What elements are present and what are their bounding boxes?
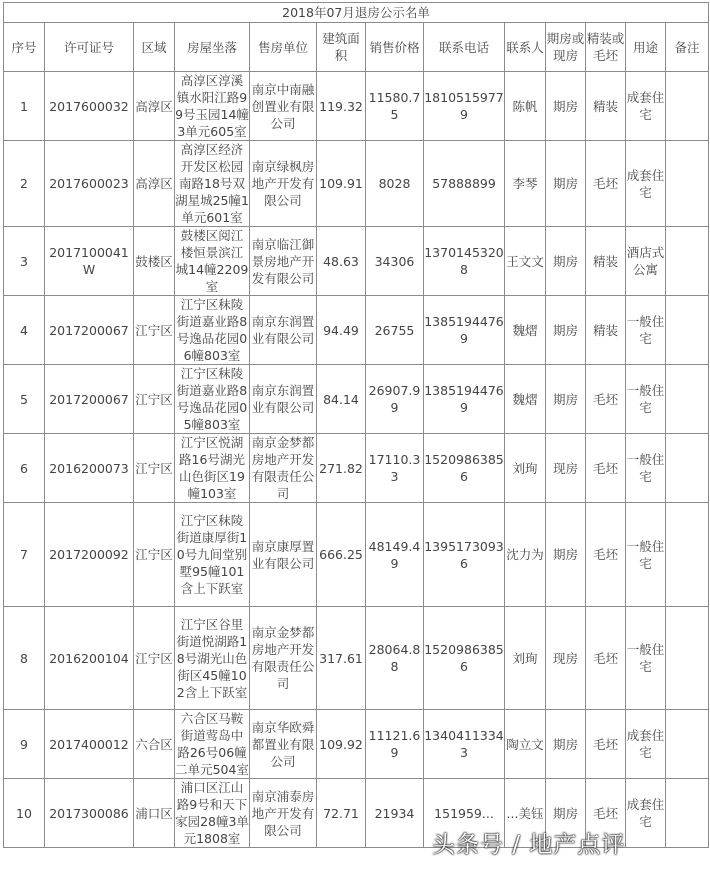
cell-status: 现房 [546,434,586,503]
cell-phone: 13851944769 [424,296,505,365]
cell-district: 江宁区 [134,607,175,710]
cell-no: 4 [4,296,45,365]
header-seller: 售房单位 [250,23,317,72]
cell-contact: 李琴 [505,141,546,227]
cell-usage: 成套住宅 [626,141,666,227]
cell-no: 2 [4,141,45,227]
cell-address: 江宁区谷里街道悦湖路18号湖光山色街区45幢102含上下跃室 [175,607,250,710]
cell-area: 271.82 [317,434,366,503]
cell-no: 7 [4,503,45,607]
cell-phone: 151959... [424,779,505,848]
header-address: 房屋坐落 [175,23,250,72]
cell-seller: 南京浦泰房地产开发有限公司 [250,779,317,848]
cell-phone: 15209863856 [424,607,505,710]
header-phone: 联系电话 [424,23,505,72]
cell-note [666,607,709,710]
cell-status: 期房 [546,710,586,779]
cell-usage: 成套住宅 [626,710,666,779]
cell-contact: ...美钰 [505,779,546,848]
cell-finish: 毛坯 [586,779,626,848]
header-usage: 用途 [626,23,666,72]
cell-usage: 成套住宅 [626,779,666,848]
header-no: 序号 [4,23,45,72]
cell-contact: 王文文 [505,227,546,296]
cell-district: 江宁区 [134,296,175,365]
cell-area: 72.71 [317,779,366,848]
cell-finish: 毛坯 [586,503,626,607]
cell-permit: 2017600032 [45,72,134,141]
cell-finish: 精装 [586,296,626,365]
cell-district: 江宁区 [134,365,175,434]
cell-permit: 2017400012 [45,710,134,779]
cell-district: 六合区 [134,710,175,779]
cell-price: 11121.69 [366,710,424,779]
cell-permit: 2017600023 [45,141,134,227]
cell-permit: 2017300086 [45,779,134,848]
cell-price: 28064.88 [366,607,424,710]
cell-usage: 一般住宅 [626,503,666,607]
cell-finish: 毛坯 [586,141,626,227]
cell-finish: 毛坯 [586,365,626,434]
cell-seller: 南京金梦都房地产开发有限责任公司 [250,607,317,710]
watermark-text: 头条号 / 地产点评 [432,832,626,858]
cell-address: 高淳区淳溪镇水阳江路99号玉园14幢3单元605室 [175,73,249,139]
cell-note [666,434,709,503]
cell-contact: 魏熠 [505,365,546,434]
cell-finish: 毛坯 [586,607,626,710]
cell-contact: 陶立文 [505,710,546,779]
cell-usage: 酒店式公寓 [626,227,666,296]
cell-contact: 沈力为 [505,503,546,607]
cell-finish: 精装 [586,227,626,296]
cell-price: 26755 [366,296,424,365]
cell-area: 109.91 [317,141,366,227]
cell-seller: 南京中南融创置业有限公司 [250,72,317,141]
cell-phone: 13404113343 [424,710,505,779]
table-row [4,365,709,434]
header-district: 区域 [134,23,175,72]
cell-area: 48.63 [317,227,366,296]
cell-no: 6 [4,434,45,503]
table-row [4,503,709,607]
cell-phone: 18105159779 [424,72,505,141]
cell-status: 期房 [546,503,586,607]
header-area: 建筑面积 [317,23,366,72]
header-contact: 联系人 [505,23,546,72]
refund-table [3,2,709,848]
cell-usage: 一般住宅 [626,434,666,503]
cell-seller: 南京华欧舜都置业有限公司 [250,710,317,779]
cell-permit: 2016200104 [45,607,134,710]
cell-area: 109.92 [317,710,366,779]
cell-status: 期房 [546,365,586,434]
cell-phone: 13701453208 [424,227,505,296]
cell-no: 1 [4,72,45,141]
cell-finish: 毛坯 [586,434,626,503]
cell-usage: 成套住宅 [626,72,666,141]
cell-address: 江宁区秣陵街道康厚街10号九间堂别墅95幢101含上下跃室 [175,503,250,607]
header-finish: 精装或毛坯 [586,23,626,72]
cell-area: 666.25 [317,503,366,607]
cell-no: 9 [4,710,45,779]
cell-status: 期房 [546,72,586,141]
cell-district: 江宁区 [134,503,175,607]
header-price: 销售价格 [366,23,424,72]
cell-permit: 2017200092 [45,503,134,607]
table-row [4,72,709,141]
cell-status: 期房 [546,779,586,848]
cell-note [666,296,709,365]
header-status: 期房或现房 [546,23,586,72]
cell-district: 高淳区 [134,141,175,227]
cell-note [666,72,709,141]
cell-seller: 南京东润置业有限公司 [250,365,317,434]
cell-note [666,365,709,434]
cell-no: 8 [4,607,45,710]
cell-area: 317.61 [317,607,366,710]
cell-price: 48149.49 [366,503,424,607]
cell-area: 84.14 [317,365,366,434]
cell-district: 高淳区 [134,72,175,141]
cell-price: 21934 [366,779,424,848]
cell-district: 江宁区 [134,434,175,503]
cell-permit: 2016200073 [45,434,134,503]
cell-contact: 陈帆 [505,72,546,141]
table-row [4,710,709,779]
cell-area: 119.32 [317,72,366,141]
table-row [4,227,709,296]
header-permit: 许可证号 [45,23,134,72]
cell-finish: 精装 [586,72,626,141]
cell-finish: 毛坯 [586,710,626,779]
cell-status: 期房 [546,141,586,227]
cell-seller: 南京绿枫房地产开发有限公司 [250,141,317,227]
cell-note [666,227,709,296]
cell-address: 江宁区秣陵街道嘉业路8号逸品花园05幢803室 [175,365,250,434]
cell-permit: 2017200067 [45,296,134,365]
cell-address: 江宁区秣陵街道嘉业路8号逸品花园06幢803室 [175,296,250,365]
cell-usage: 一般住宅 [626,607,666,710]
cell-address: 鼓楼区阅江楼恒景滨江城14幢2209室 [175,228,249,294]
cell-district: 鼓楼区 [134,227,175,296]
cell-status: 期房 [546,227,586,296]
cell-address: 高淳区经济开发区松园南路18号双湖星城25幢1单元601室 [175,142,249,225]
cell-seller: 南京东润置业有限公司 [250,296,317,365]
cell-price: 8028 [366,141,424,227]
cell-contact: 刘珣 [505,607,546,710]
cell-usage: 一般住宅 [626,296,666,365]
cell-contact: 魏熠 [505,296,546,365]
cell-price: 26907.99 [366,365,424,434]
cell-phone: 13951730936 [424,503,505,607]
cell-permit: 2017200067 [45,365,134,434]
cell-address: 浦口区江山路9号和天下家园28幢3单元1808室 [175,780,249,846]
header-note: 备注 [666,23,709,72]
cell-status: 现房 [546,607,586,710]
cell-area: 94.49 [317,296,366,365]
table-row [4,434,709,503]
cell-phone: 15209863856 [424,434,505,503]
cell-phone: 13851944769 [424,365,505,434]
cell-address: 六合区马鞍街道莺岛中路26号06幢二单元504室 [175,711,249,777]
cell-price: 17110.33 [366,434,424,503]
cell-seller: 南京临江御景房地产开发有限公司 [250,227,317,296]
cell-note [666,710,709,779]
cell-permit: 2017100041W [45,227,134,296]
cell-address: 江宁区悦湖路16号湖光山色街区19幢103室 [175,434,250,503]
cell-district: 浦口区 [134,779,175,848]
cell-seller: 南京康厚置业有限公司 [250,503,317,607]
table-title: 2018年07月退房公示名单 [4,3,709,23]
table-row [4,296,709,365]
cell-note [666,503,709,607]
cell-status: 期房 [546,296,586,365]
cell-note [666,141,709,227]
cell-price: 11580.75 [366,72,424,141]
table-row [4,607,709,710]
cell-no: 5 [4,365,45,434]
cell-usage: 一般住宅 [626,365,666,434]
cell-phone: 57888899 [424,141,505,227]
cell-seller: 南京金梦都房地产开发有限责任公司 [250,434,317,503]
cell-price: 34306 [366,227,424,296]
cell-no: 3 [4,227,45,296]
table-row [4,141,709,227]
cell-no: 10 [4,779,45,848]
cell-contact: 刘珣 [505,434,546,503]
